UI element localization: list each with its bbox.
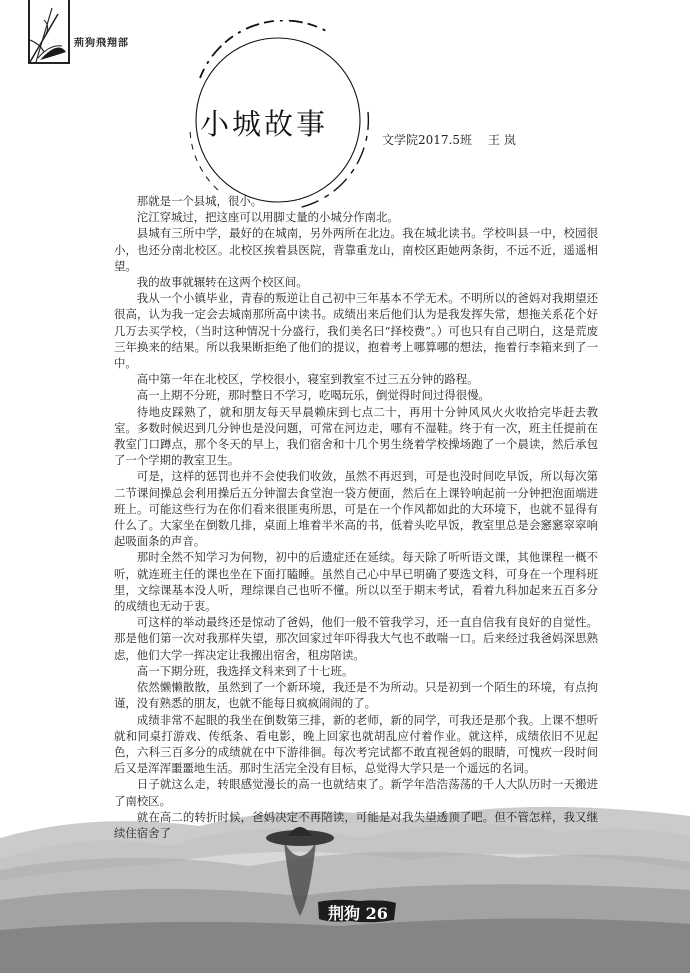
byline [382,131,516,148]
paragraph: 高中第一年在北校区，学校很小，寝室到教室不过三五分钟的路程。 [136,372,479,387]
paragraph: 可这样的举动最终还是惊动了爸妈，他们一般不管我学习，还一直自信我有良好的自觉性。那是他们第一次对我那样失望，那次回家过年吓得我大气也不敢喘一口。后来经过我爸妈深思熟虑，他们大学一挥决定让我搬出宿舍，租房陪读。 [114,615,598,662]
paragraph: 高一上期不分班，那时整日不学习，吃喝玩乐，倒觉得时间过得很慢。 [136,388,490,403]
paragraph: 成绩非常不起眼的我坐在倒数第三排，新的老师，新的同学，可我还是那个我。上课不想听就和同桌打游戏、传纸条、看电影，晚上回家也就胡乱应付着作业。就这样，成绩依旧不见起色，六科三百多分的成绩就在中下游徘徊。每次考完试都不敢直视爸妈的眼睛，可愧疚一段时间后又是浑浑噩噩地生活。那时生活完全没有目标，总觉得大学只是一个遥远的名词。 [114,712,598,776]
paragraph: 我的故事就辗转在这两个校区间。 [136,275,308,290]
author-name: 王 岚 [488,133,516,147]
paragraph: 那就是一个县城，很小。 [136,194,263,208]
column-name: 荊狗飛翔部 [74,38,129,49]
paragraph: 依然懒懒散散，虽然到了一个新环境，我还是不为所动。只是初到一个陌生的环境，有点拘谨，没有熟悉的朋友，也就不能每日疯疯闹闹的了。 [114,680,598,711]
article-body [114,193,598,841]
paragraph: 那时全然不知学习为何物，初中的后遗症还在延续。每天除了听听语文课，其他课程一概不听，就连班主任的课也坐在下面打瞌睡。虽然自己心中早已明确了要选文科，可身在一个理科班里，文综课基本没人听，理综课自己也听不懂。所以以至于期末考试，看着九科加起来五百多分的成绩也无动于衷。 [114,550,598,614]
article-title: 小城故事 [200,107,329,141]
paragraph: 就在高二的转折时候，爸妈决定不再陪读，可能是对我失望透顶了吧。但不管怎样，我又继续住宿舍了 [114,809,598,840]
paragraph: 沱江穿城过，把这座可以用脚丈量的小城分作南北。 [136,210,399,225]
paragraph: 高一下期分班，我选择文科来到了十七班。 [136,663,354,678]
department-label: 文学院2017.5班 [382,133,472,147]
paragraph: 可是，这样的惩罚也并不会使我们收敛，虽然不再迟到，可是也没时间吃早饭，所以每次第二节课间操总会利用操后五分钟溜去食堂泡一袋方便面，然后在上课铃响起前一分钟把泡面端进班上。可能这些行为在你们看来很匪夷所思，可是在一个作风都如此的大环境下，也就不显得有什么了。大家坐在倒数几排，桌面上堆着半米高的书，低着头吃早饭，教室里总是会窸窸窣窣响起吸面条的声音。 [114,469,598,549]
page-number: 荆狗 26 [328,904,388,923]
paragraph: 日子就这么走，转眼感觉漫长的高一也就结束了。新学年浩浩荡荡的千人大队历时一天搬进了南校区。 [114,777,598,808]
paragraph: 县城有三所中学，最好的在城南，另外两所在北边。我在城北读书。学校叫县一中，校园很小，也还分南北校区。北校区挨着县医院，背靠重龙山，南校区距她两条街，不远不近，遥遥相望。 [114,226,598,273]
ink-plant-logo-icon [0,0,80,80]
paragraph: 待地皮踩熟了，就和朋友每天早晨赖床到七点二十，再用十分钟风风火火收拾完毕赶去教室。多数时候迟到几分钟也是没问题，可常在河边走，哪有不湿鞋。终于有一次，班主任提前在教室门口蹲点，那个冬天的早上，我们宿舍和十几个男生绕着学校操场跑了一个晨读，然后承包了一个学期的教室卫生。 [114,404,598,468]
paragraph: 我从一个小镇毕业，青春的叛逆让自己初中三年基本不学无术。不明所以的爸妈对我期望还很高，认为我一定会去城南那所高中读书。成绩出来后他们认为是我发挥失常，想拖关系花个好几万去买学校，（当时这种情况十分盛行，我们美名曰“择校费”。）可也只有自己明白，这是荒废三年换来的结果。所以我果断拒绝了他们的提议，抱着考上哪算哪的想法，拖着行李箱来到了一中。 [114,291,598,371]
